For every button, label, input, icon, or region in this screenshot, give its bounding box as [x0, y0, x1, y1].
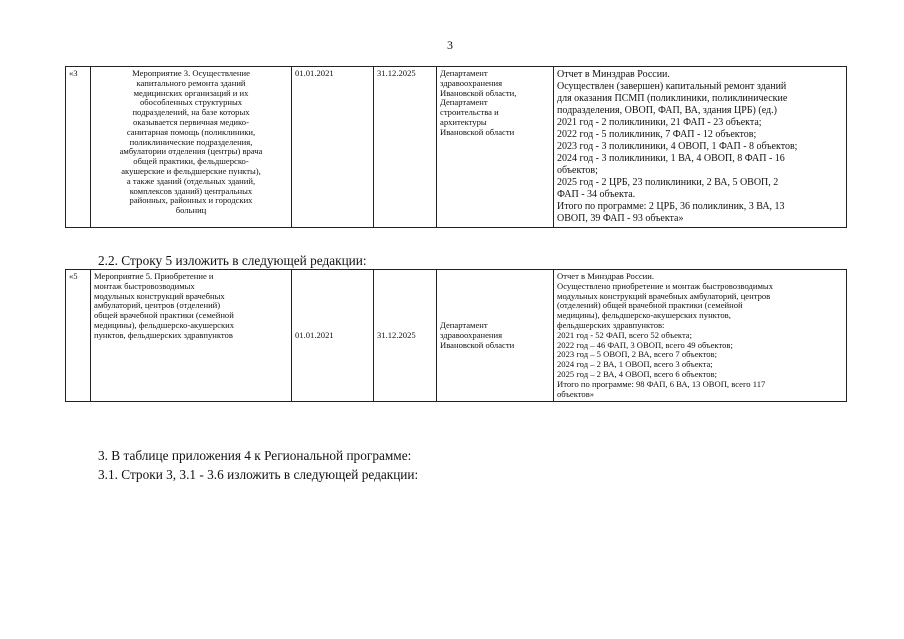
expected-result: [554, 67, 847, 228]
table-row: [66, 67, 847, 228]
table-row: [66, 270, 847, 402]
text-line: больниц: [175, 205, 207, 216]
text-line: здравоохранения: [440, 77, 503, 88]
text-line: Осуществлено приобретение и монтаж быстровозводимых: [557, 280, 773, 291]
text-line: Отчет в Минздрав России.: [557, 271, 655, 281]
text-line: комплексов зданий) центральных: [129, 185, 253, 196]
text-line: Мероприятие 5. Приобретение и: [94, 271, 214, 281]
text-line: 2025 год - 2 ЦРБ, 23 поликлиники, 2 ВА, 5 ОВОП, 2: [557, 177, 779, 188]
responsible-department: [437, 270, 554, 402]
text-line: поликлинические подразделения,: [129, 136, 253, 147]
text-line: объектов»: [557, 388, 595, 399]
expected-result: [554, 270, 847, 402]
responsible-department: [437, 67, 554, 228]
text-line: 2024 год - 3 поликлиники, 1 ВА, 4 ОВОП, 8 ФАП - 16: [557, 153, 785, 164]
text-line: санитарная помощь (поликлиники,: [126, 126, 256, 137]
text-line: акушерские и фельдшерские пункты),: [121, 165, 261, 176]
text-line: Итого по программе: 2 ЦРБ, 36 поликлиник, 3 ВА, 13: [557, 201, 785, 212]
text-line: подразделений, на базе которых: [132, 107, 250, 118]
text-line: архитектуры: [440, 116, 487, 127]
measures-table-row-5: [65, 269, 847, 402]
text-line: фельдшерских здравпунктов:: [557, 319, 665, 330]
text-line: 2023 год - 3 поликлиники, 4 ОВОП, 1 ФАП - 8 объектов;: [557, 141, 798, 152]
text-line: ФАП - 34 объекта.: [557, 189, 636, 200]
row-number: «5: [66, 270, 91, 402]
text-line: общей врачебной практики (семейной: [94, 310, 234, 321]
text-line: медицины), фельдшерско-акушерских пунктов,: [557, 310, 731, 321]
end-date: 31.12.2025: [374, 270, 437, 402]
text-line: а также зданий (отдельных зданий,: [126, 175, 256, 186]
text-line: Ивановской области,: [440, 87, 517, 98]
start-date: 01.01.2021: [292, 67, 374, 228]
text-line: оказывается первичная медико-: [133, 116, 249, 127]
text-line: (отделений) общей врачебной практики (семейной: [557, 300, 743, 311]
text-line: ОВОП, 39 ФАП - 93 объекта»: [557, 213, 684, 224]
text-line: объектов;: [557, 165, 598, 176]
end-date: 31.12.2025: [374, 67, 437, 228]
text-line: амбулатории отделения (центры) врача: [119, 146, 263, 157]
row-number: «3: [66, 67, 91, 228]
paragraph-3: 3. В таблице приложения 4 к Региональной программе:: [98, 448, 412, 463]
text-line: Департамент: [440, 319, 488, 330]
text-line: Мероприятие 3. Осуществление: [132, 68, 250, 78]
text-line: модульных конструкций врачебных: [94, 290, 225, 301]
text-line: амбулаторий, центров (отделений): [94, 300, 221, 311]
text-line: 2024 год – 2 ВА, 1 ОВОП, всего 3 объекта;: [557, 359, 713, 370]
measure-description: [91, 270, 292, 402]
text-line: здравоохранения: [440, 329, 503, 340]
text-line: обособленных структурных: [139, 97, 243, 108]
text-line: 2025 год – 2 ВА, 4 ОВОП, всего 6 объектов;: [557, 368, 717, 379]
text-line: строительства и: [440, 107, 499, 118]
text-line: Итого по программе: 98 ФАП, 6 ВА, 13 ОВОП, всего 117: [557, 378, 766, 389]
text-line: монтаж быстровозводимых: [94, 280, 195, 291]
text-line: Ивановской области: [440, 126, 515, 137]
text-line: капитального ремонта зданий: [136, 77, 246, 88]
text-line: 2021 год - 52 ФАП, всего 52 объекта;: [557, 329, 693, 340]
text-line: Департамент: [440, 97, 488, 108]
text-line: Осуществлен (завершен) капитальный ремонт зданий: [557, 81, 787, 92]
text-line: районных, районных и городских: [129, 195, 253, 206]
text-line: 2022 год – 46 ФАП, 3 ОВОП, всего 49 объектов;: [557, 339, 733, 350]
text-line: Ивановской области: [440, 339, 515, 350]
page-number: 3: [447, 38, 453, 52]
measures-table-row-3: [65, 66, 847, 228]
text-line: Отчет в Минздрав России.: [557, 69, 670, 80]
paragraph-3-1: 3.1. Строки 3, 3.1 - 3.6 изложить в следующей редакции:: [98, 467, 419, 482]
text-line: для оказания ПСМП (поликлиники, поликлинические: [557, 93, 788, 104]
start-date: 01.01.2021: [292, 270, 374, 402]
text-line: модульных конструкций врачебных амбулаторий, центров: [557, 290, 771, 301]
paragraph-2-2: 2.2. Строку 5 изложить в следующей редакции:: [98, 253, 367, 268]
text-line: медицины), фельдшерско-акушерских: [94, 319, 235, 330]
text-line: 2023 год – 5 ОВОП, 2 ВА, всего 7 объектов;: [557, 349, 717, 360]
text-line: пунктов, фельдшерских здравпунктов: [94, 329, 233, 340]
text-line: Департамент: [440, 68, 488, 78]
text-line: общей практики, фельдшерско-: [133, 156, 249, 167]
measure-description: [91, 67, 292, 228]
text-line: 2022 год - 5 поликлиник, 7 ФАП - 12 объектов;: [557, 129, 757, 140]
text-line: подразделения, ОВОП, ФАП, ВА, здания ЦРБ) (ед.): [557, 105, 777, 116]
text-line: медицинских организаций и их: [133, 87, 249, 98]
text-line: 2021 год - 2 поликлиники, 21 ФАП - 23 объекта;: [557, 117, 762, 128]
